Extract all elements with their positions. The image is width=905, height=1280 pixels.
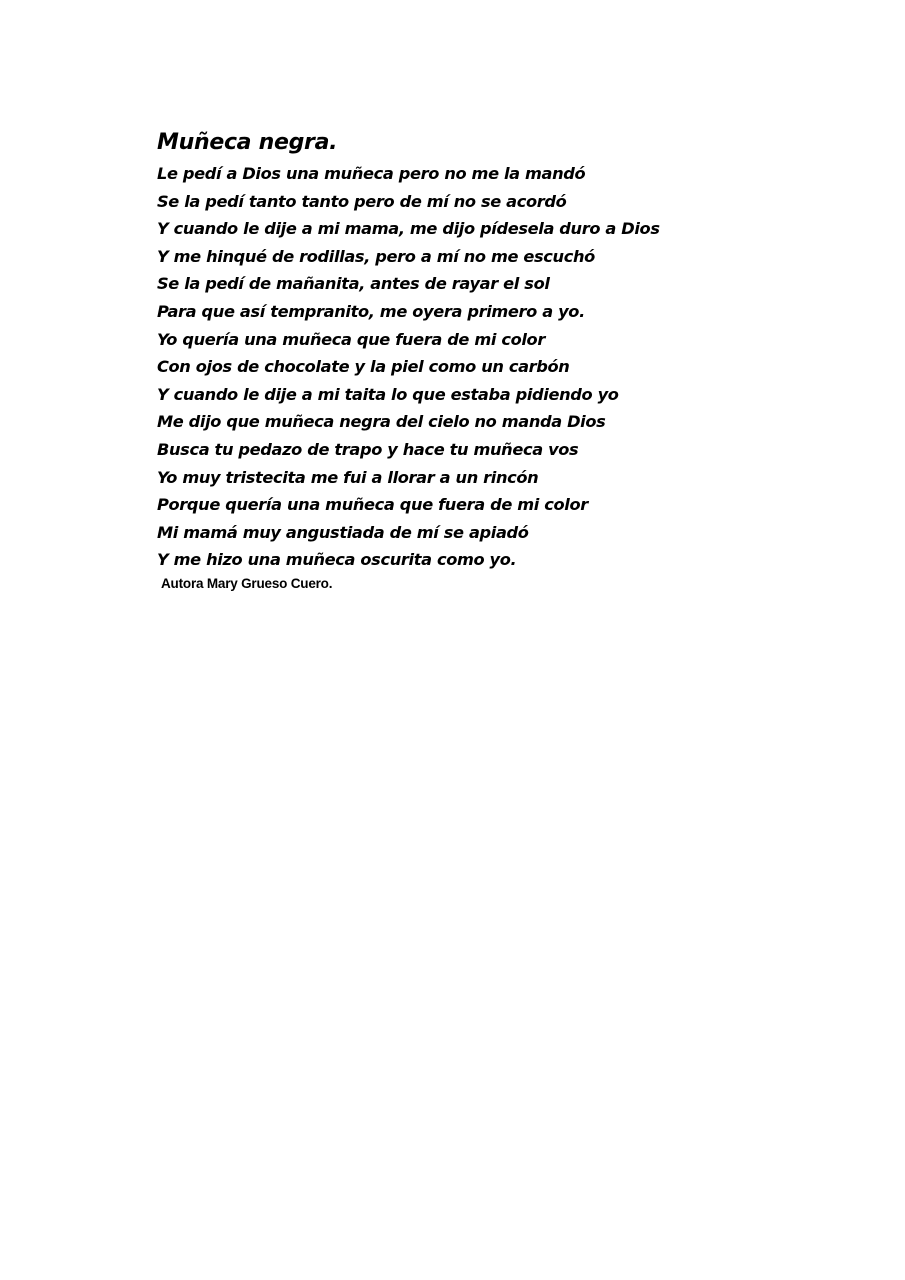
poem-line: Y cuando le dije a mi taita lo que estaba pidiendo yo: [157, 384, 619, 404]
poem-title: Muñeca negra.: [157, 130, 338, 155]
poem-line: Me dijo que muñeca negra del cielo no manda Dios: [157, 412, 606, 432]
poem-line: Porque quería una muñeca que fuera de mi color: [157, 495, 588, 515]
poem-line: Y cuando le dije a mi mama, me dijo pídesela duro a Dios: [157, 219, 660, 239]
author-credit: Autora Mary Grueso Cuero.: [161, 575, 333, 591]
poem-line: Y me hinqué de rodillas, pero a mí no me escuchó: [157, 246, 595, 266]
poem-line: Con ojos de chocolate y la piel como un carbón: [157, 357, 570, 377]
poem-line: Se la pedí de mañanita, antes de rayar el sol: [157, 274, 550, 294]
poem-line: Se la pedí tanto tanto pero de mí no se acordó: [157, 191, 567, 211]
poem-line: Le pedí a Dios una muñeca pero no me la mandó: [157, 164, 586, 183]
poem-line: Y me hizo una muñeca oscurita como yo.: [157, 550, 517, 570]
poem-line: Mi mamá muy angustiada de mí se apiadó: [157, 522, 529, 542]
poem-line: Yo quería una muñeca que fuera de mi color: [157, 329, 545, 349]
poem-body: [157, 160, 857, 574]
poem-line: Yo muy tristecita me fui a llorar a un rincón: [157, 467, 539, 487]
poem-line: Para que así tempranito, me oyera primero a yo.: [157, 301, 585, 321]
poem-line: Busca tu pedazo de trapo y hace tu muñeca vos: [157, 439, 579, 459]
document-page: [157, 128, 857, 592]
